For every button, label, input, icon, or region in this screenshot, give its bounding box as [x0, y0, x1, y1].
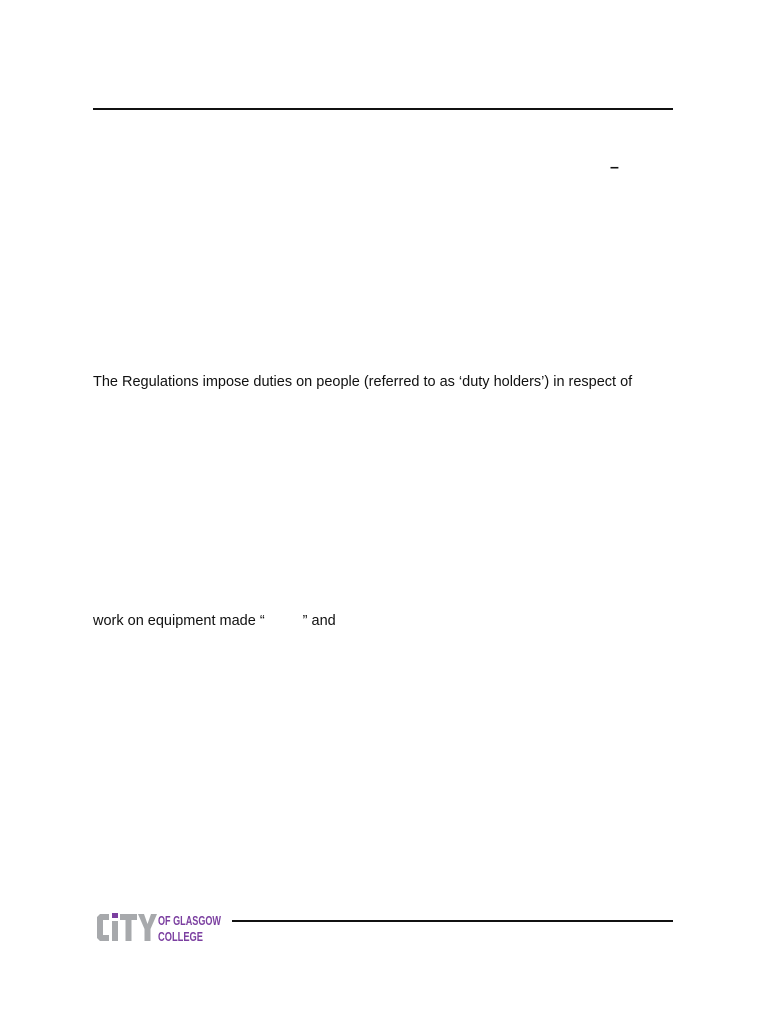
logo-text-college: COLLEGE [158, 929, 204, 944]
paragraph-duty-holders: The Regulations impose duties on people (referred to as ‘duty holders’) in respect of [93, 374, 633, 390]
city-of-glasgow-college-logo [96, 910, 226, 946]
footer-rule [232, 920, 673, 922]
paragraph-equipment-start: work on equipment made “ [93, 613, 265, 629]
paragraph-equipment-end: ” and [302, 613, 336, 629]
header-dash-mark: – [610, 159, 619, 176]
paragraph-equipment [93, 612, 336, 630]
header-rule [93, 108, 673, 110]
logo-text-of-glasgow: OF GLASGOW [158, 913, 222, 928]
